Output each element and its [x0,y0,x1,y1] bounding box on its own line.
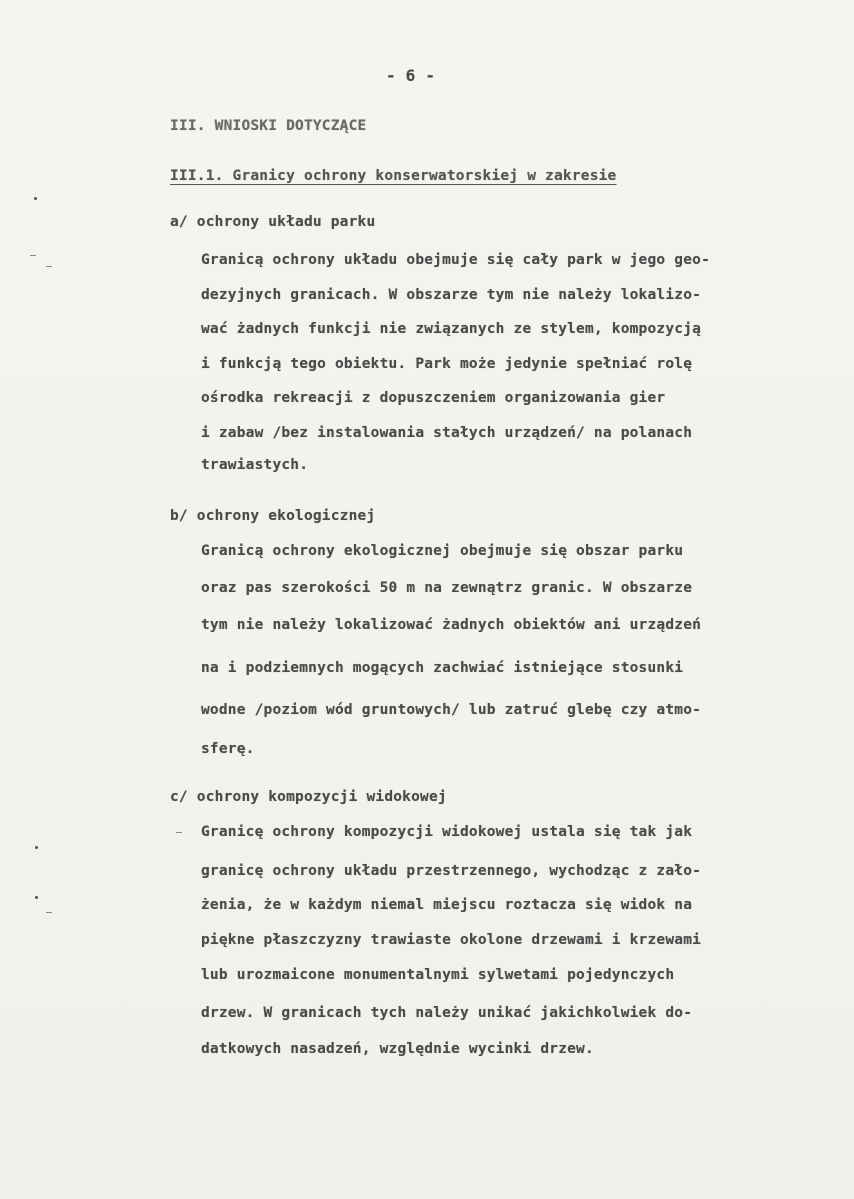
item-b-line: sferę. [201,741,255,757]
item-a-line: i zabaw /bez instalowania stałych urządzeń/ na polanach [201,425,693,441]
item-c-line: lub urozmaicone monumentalnymi sylwetami pojedynczych [201,967,675,983]
item-c-line: żenia, że w każdym niemal miejscu roztacza się widok na [201,897,693,913]
item-c-line: Granicę ochrony kompozycji widokowej ustala się tak jak [201,824,693,840]
item-b-line: oraz pas szerokości 50 m na zewnątrz granic. W obszarze [201,580,693,596]
item-b-heading: b/ ochrony ekologicznej [170,508,376,524]
item-a-line: Granicą ochrony układu obejmuje się cały park w jego geo- [201,252,710,268]
item-c-line: datkowych nasadzeń, względnie wycinki drzew. [201,1041,594,1057]
item-c-heading: c/ ochrony kompozycji widokowej [170,789,447,805]
item-a-heading: a/ ochrony układu parku [170,214,376,230]
subsection-title: III.1. Granicy ochrony konserwatorskiej w zakresie [170,168,617,184]
item-a-line: ośrodka rekreacji z dopuszczeniem organizowania gier [201,390,666,406]
item-c-line: granicę ochrony układu przestrzennego, wychodząc z zało- [201,863,702,879]
item-b-line: wodne /poziom wód gruntowych/ lub zatruć glebę czy atmo- [201,702,702,718]
item-b-line: na i podziemnych mogących zachwiać istniejące stosunki [201,660,684,676]
item-a-line: i funkcją tego obiektu. Park może jedynie spełniać rolę [201,356,693,372]
item-b-line: Granicą ochrony ekologicznej obejmuje się obszar parku [201,543,684,559]
item-a-line: trawiastych. [201,457,309,473]
page-number: - 6 - [386,66,436,85]
margin-speck [35,896,38,899]
section-title: III. WNIOSKI DOTYCZĄCE [170,118,367,134]
margin-dash [46,912,52,913]
item-a-line: wać żadnych funkcji nie związanych ze stylem, kompozycją [201,321,702,337]
item-a-line: dezyjnych granicach. W obszarze tym nie należy lokalizo- [201,287,702,303]
item-c-line: piękne płaszczyzny trawiaste okolone drzewami i krzewami [201,932,702,948]
margin-speck [34,197,37,200]
margin-speck [35,846,38,849]
margin-dash [176,832,182,833]
margin-dash [30,255,36,256]
item-b-line: tym nie należy lokalizować żadnych obiektów ani urządzeń [201,617,702,633]
margin-dash [46,266,52,267]
item-c-line: drzew. W granicach tych należy unikać jakichkolwiek do- [201,1005,693,1021]
